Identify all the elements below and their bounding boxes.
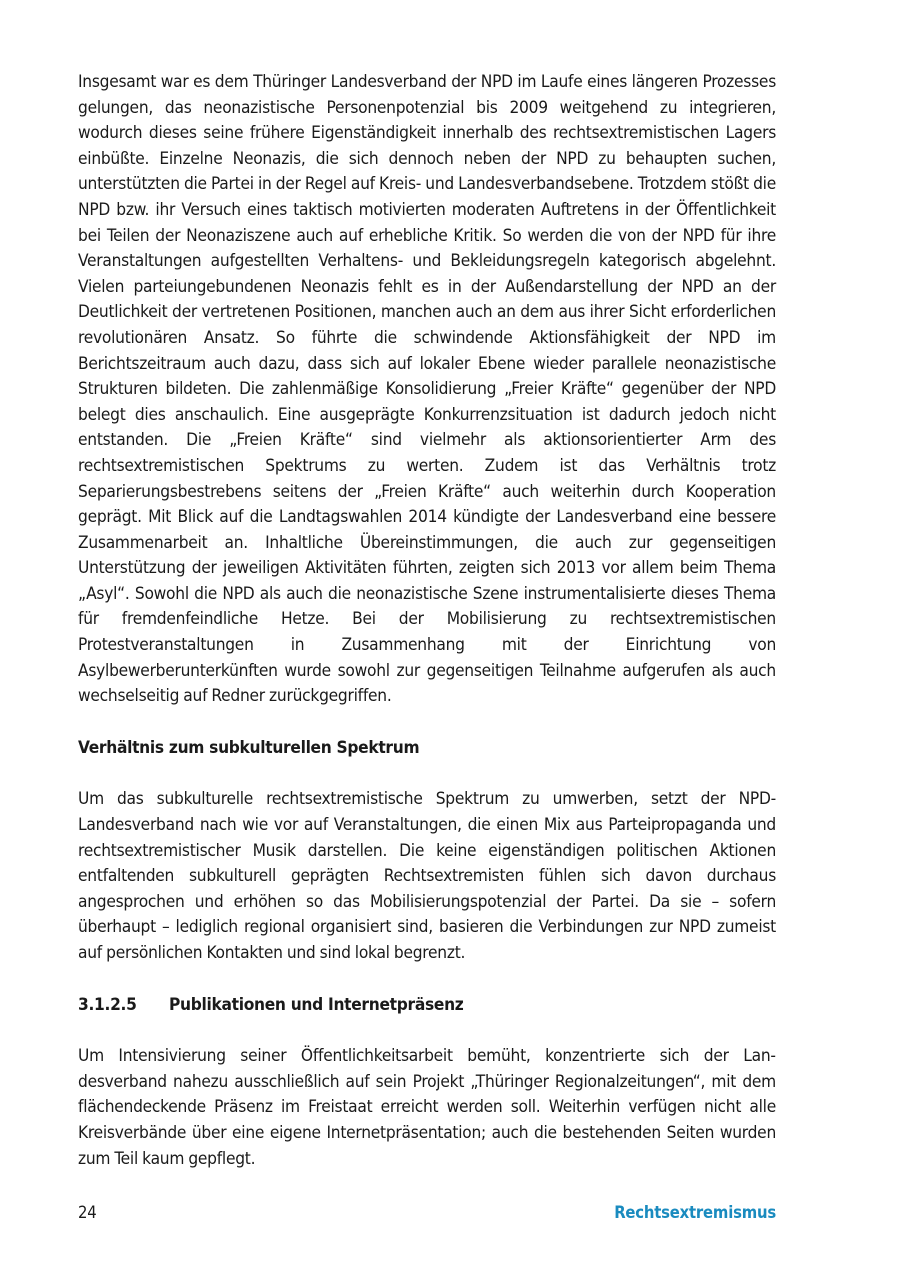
section-title: Publikationen und Internetpräsenz bbox=[169, 994, 464, 1015]
paragraph-publikationen: Um Intensivierung seiner Öffentlichkeitsarbeit bemüht, konzentrierte sich der Landesverband nahezu ausschließlich auf sein Projekt „Thüringer Regionalzeitungen“, mit dem flächendeckende Präsenz im Freistaat erreicht werden soll. Weiterhin verfügen nicht alle Kreisverbände über eine eigene Internetpräsentation; auch die bestehenden Seiten wurden zum Teil kaum gepflegt. bbox=[78, 1046, 776, 1169]
paragraph-npd-neonazi-integration: Insgesamt war es dem Thüringer Landesverband der NPD im Laufe eines längeren Prozesses gelungen, das neonazistische Personenpotenzial bis 2009 weitgehend zu integrieren, wodurch dieses seine frühere Eigenständigkeit innerhalb des rechtsextremistischen Lagers einbüßte. Einzelne Neonazis, die sich dennoch neben der NPD zu behaupten suchen, unterstützten die Partei in der Regel auf Kreis- und Landesverbandsebene. Trotzdem stößt die NPD bzw. ihr Versuch eines taktisch motivierten moderaten Auftretens in der Öffentlichkeit bei Teilen der Neonaziszene auch auf erhebliche Kritik. So werden die von der NPD für ihre Veranstaltungen aufgestellten Verhaltens- und Bekleidungsregeln kategorisch abgelehnt. Vielen parteiungebundenen Neonazis fehlt es in der Außendarstellung der NPD an der Deutlichkeit der vertretenen Positionen, manchen auch an dem aus ihrer Sicht erforderlichen revolutionären Ansatz. So führte die schwindende Aktionsfähigkeit der NPD im Berichtszeitraum auch dazu, dass sich auf lokaler Ebene wieder parallele neonazistische Strukturen bildeten. Die zahlenmäßige Konsolidierung „Freier Kräfte“ gegenüber der NPD belegt dies anschaulich. Eine ausgeprägte Konkurrenzsituation ist dadurch jedoch nicht entstanden. Die „Freien Kräfte“ sind vielmehr als aktionsorientierter Arm des rechtsextremistischen Spektrums zu werten. Zudem ist das Verhältnis trotz Separierungsbestrebens seitens der „Freien Kräfte“ auch weiterhin durch Kooperation geprägt. Mit Blick auf die Landtagswahlen 2014 kündigte der Landesverband eine bessere Zusammenarbeit an. Inhaltliche Übereinstimmungen, die auch zur gegenseitigen Unterstützung der jeweiligen Aktivitäten führten, zeigten sich 2013 vor allem beim Thema „Asyl“. Sowohl die NPD als auch die neonazistische Szene instrumentalisierte dieses Thema für fremdenfeindliche Hetze. Bei der Mobilisierung zu rechtsextremistischen Protestveranstaltungen in Zusammenhang mit der Einrichtung von Asylbewerberunterkünften wurde sowohl zur gegenseitigen Teilnahme aufgerufen als auch wechselseitig auf Redner zurückgegriffen. bbox=[78, 72, 776, 707]
section-number: 3.1.2.5 bbox=[78, 994, 137, 1015]
paragraph-subkulturelles-spektrum: Um das subkulturelle rechtsextremistische Spektrum zu umwerben, setzt der NPD-Landesverband nach wie vor auf Veranstaltungen, die einen Mix aus Parteipropaganda und rechtsextremistischer Musik darstellen. Die keine eigenständigen politischen Aktionen entfaltenden subkulturell geprägten Rechtsextremisten fühlen sich davon durchaus angesprochen und erhöhen so das Mobilisierungspotenzial der Partei. Da sie – sofern überhaupt – lediglich regional organisiert sind, basieren die Verbindungen zur NPD zumeist auf persönlichen Kontakten und sind lokal begrenzt. bbox=[78, 789, 776, 963]
heading-publikationen bbox=[78, 993, 776, 1019]
document-page bbox=[78, 70, 776, 1172]
page-footer bbox=[78, 1202, 776, 1224]
footer-section-title: Rechtsextremismus bbox=[614, 1203, 776, 1222]
page-number: 24 bbox=[78, 1203, 97, 1222]
heading-subkulturelles-spektrum: Verhältnis zum subkulturellen Spektrum bbox=[78, 737, 420, 758]
